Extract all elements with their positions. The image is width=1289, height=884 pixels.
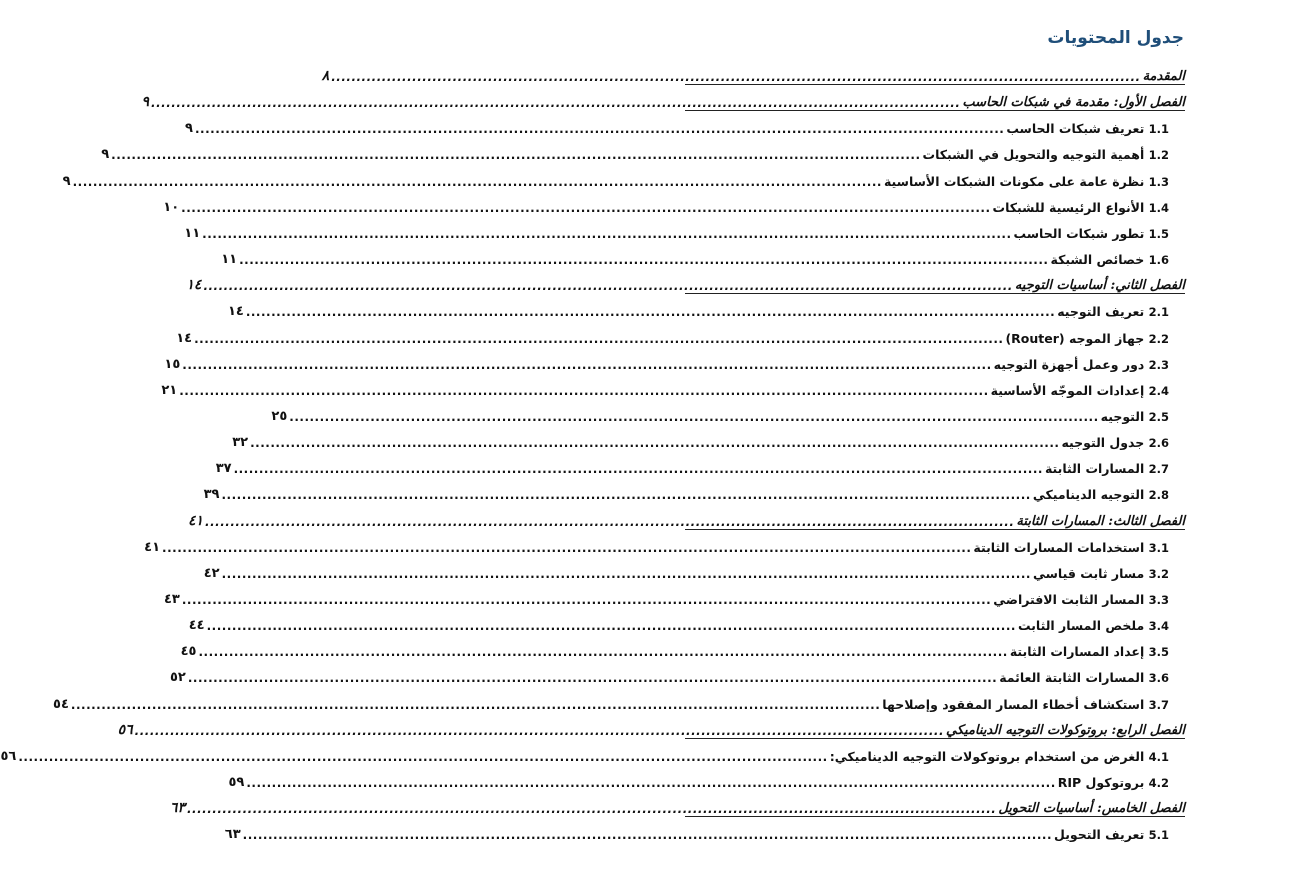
toc-entry-title bbox=[1143, 69, 1185, 84]
toc-page-number: ٩ bbox=[62, 173, 71, 189]
toc-entry-text: إعداد المسارات الثابتة bbox=[1009, 644, 1145, 660]
toc-page-number: ٥٦ bbox=[117, 721, 133, 738]
toc-page-number: ٢٥ bbox=[271, 408, 288, 424]
toc-section-entry[interactable] bbox=[53, 686, 1169, 712]
dot-leader: ................................................................................................................................................................ bbox=[111, 148, 921, 163]
toc-entry-text: الأنواع الرئيسية للشبكات bbox=[992, 199, 1145, 215]
toc-section-number: 2.4 bbox=[1148, 383, 1169, 398]
toc-page-number: ٤٥ bbox=[180, 644, 197, 660]
toc-section-entry[interactable] bbox=[62, 163, 1169, 189]
toc-section-number: 1.6 bbox=[1148, 253, 1169, 268]
toc-section-entry[interactable] bbox=[185, 110, 1169, 137]
toc-page-number: ٥٩ bbox=[228, 775, 245, 791]
toc-page-number: ٤٢ bbox=[203, 565, 220, 581]
dot-leader: ................................................................................................................................................................ bbox=[70, 697, 881, 712]
toc-entry-title bbox=[946, 723, 1185, 738]
dot-leader: ................................................................................................................................................................ bbox=[203, 279, 1013, 294]
toc-page-number: ١٤ bbox=[227, 304, 244, 320]
toc-section-number: 5.1 bbox=[1148, 828, 1169, 843]
toc-page-number: ٣٧ bbox=[215, 461, 232, 477]
toc-section-entry[interactable] bbox=[184, 215, 1169, 241]
toc-page-number: ٤١ bbox=[144, 539, 161, 555]
toc-section-number: 3.3 bbox=[1148, 593, 1169, 607]
toc-entry-text: بروتوكول RIP bbox=[1057, 775, 1145, 791]
toc-entry-title bbox=[1010, 644, 1169, 659]
toc-page-number: ٩ bbox=[185, 121, 193, 137]
toc-entry-text: تعريف التحويل bbox=[1054, 827, 1145, 843]
toc-section-entry[interactable] bbox=[161, 372, 1169, 398]
toc-page-number: ١١ bbox=[184, 225, 201, 241]
dot-leader: ................................................................................................................................................................ bbox=[186, 802, 997, 817]
toc-entry-text: المسارات الثابتة العائمة bbox=[999, 670, 1145, 686]
toc-entry-text: الغرض من استخدام بروتوكولات التوجيه الديناميكي: bbox=[829, 748, 1145, 764]
toc-entry-text: خصائص الشبكة bbox=[1050, 252, 1145, 268]
toc-entry-title bbox=[993, 592, 1169, 607]
toc-entry-text: جهاز الموجه (Router) bbox=[1005, 330, 1145, 346]
toc-section-number: 2.8 bbox=[1148, 488, 1169, 503]
dot-leader: ................................................................................................................................................................ bbox=[72, 174, 882, 189]
toc-page-number: ٥٢ bbox=[169, 670, 186, 686]
toc-page-number: ٩ bbox=[141, 94, 150, 111]
toc-entry-text: الفصل الثالث: المسارات الثابتة bbox=[1016, 513, 1185, 529]
dot-leader: ................................................................................................................................................................ bbox=[134, 723, 945, 738]
toc-section-number: 2.2 bbox=[1148, 331, 1169, 346]
toc-section-entry[interactable] bbox=[163, 189, 1169, 215]
toc-chapter-entry[interactable] bbox=[188, 503, 1185, 530]
dot-leader: ................................................................................................................................................................ bbox=[18, 749, 828, 764]
toc-section-entry[interactable] bbox=[144, 529, 1169, 555]
toc-section-number: 2.3 bbox=[1148, 357, 1169, 372]
toc-page-number: ٥٦ bbox=[0, 748, 17, 764]
toc-entry-text: استكشاف أخطاء المسار المفقود وإصلاحها bbox=[882, 696, 1145, 712]
toc-section-number: 3.7 bbox=[1148, 697, 1169, 712]
toc-section-entry[interactable] bbox=[164, 346, 1169, 372]
toc-entry-title bbox=[1014, 226, 1169, 241]
toc-section-entry[interactable] bbox=[163, 581, 1169, 607]
toc-chapter-entry[interactable] bbox=[186, 267, 1185, 294]
dot-leader: ................................................................................................................................................................ bbox=[162, 540, 972, 555]
toc-entry-title bbox=[830, 749, 1169, 764]
toc-section-entry[interactable] bbox=[228, 764, 1169, 791]
dot-leader: ................................................................................................................................................................ bbox=[221, 488, 1031, 503]
toc-page-number: ١٤ bbox=[176, 330, 193, 346]
dot-leader: ................................................................................................................................................................ bbox=[181, 593, 992, 607]
toc-section-entry[interactable] bbox=[169, 659, 1169, 686]
toc-section-number: 2.5 bbox=[1148, 409, 1169, 424]
toc-section-number: 1.2 bbox=[1148, 148, 1169, 163]
toc-section-entry[interactable] bbox=[232, 424, 1169, 451]
toc-entry-title bbox=[1015, 278, 1185, 293]
toc-entry-title bbox=[1016, 514, 1185, 529]
toc-entry-title bbox=[1018, 618, 1169, 633]
toc-entry-title bbox=[1061, 435, 1169, 450]
toc-page-number: ٣٢ bbox=[232, 435, 249, 451]
toc-section-number: 4.2 bbox=[1148, 776, 1169, 791]
toc-section-number: 1.3 bbox=[1148, 174, 1169, 189]
toc-entry-text: ملخص المسار الثابت bbox=[1017, 618, 1145, 634]
dot-leader: ................................................................................................................................................................ bbox=[181, 200, 991, 215]
toc-page-number: ٤١ bbox=[188, 512, 204, 529]
toc-chapter-entry[interactable] bbox=[169, 790, 1185, 817]
toc-entry-title bbox=[1050, 252, 1169, 267]
toc-page-number: ١١ bbox=[221, 252, 238, 268]
toc-entry-title bbox=[1006, 121, 1169, 136]
dot-leader: ................................................................................................................................................................ bbox=[194, 331, 1004, 346]
toc-page-number: ٩ bbox=[101, 147, 110, 163]
toc-page-number: ٦٣ bbox=[169, 800, 185, 817]
toc-page-number: ٨ bbox=[321, 68, 330, 84]
toc-entry-title bbox=[1033, 487, 1169, 502]
dot-leader: ................................................................................................................................................................ bbox=[187, 671, 998, 686]
toc-chapter-entry[interactable] bbox=[117, 712, 1185, 739]
toc-entry-title bbox=[884, 174, 1169, 189]
toc-entry-title bbox=[1045, 461, 1169, 476]
toc-page-number: ٤٤ bbox=[188, 618, 205, 634]
toc-page-number: ١٥ bbox=[164, 356, 181, 372]
page-title: جدول المحتويات bbox=[1047, 28, 1184, 48]
toc-entry-text: التوجيه الديناميكي bbox=[1032, 487, 1145, 503]
dot-leader: ................................................................................................................................................................ bbox=[182, 357, 992, 372]
toc-section-number: 4.1 bbox=[1148, 749, 1169, 764]
toc-section-number: 3.1 bbox=[1148, 540, 1169, 555]
toc-entry-title bbox=[1057, 304, 1169, 319]
toc-section-entry[interactable] bbox=[215, 450, 1169, 477]
toc-page-number: ٢١ bbox=[161, 382, 178, 398]
toc-section-entry[interactable] bbox=[227, 293, 1169, 320]
toc-entry-text: نظرة عامة على مكونات الشبكات الأساسية bbox=[883, 173, 1145, 189]
toc-entry-text: تعريف التوجيه bbox=[1057, 304, 1145, 320]
toc-entry-text: جدول التوجيه bbox=[1061, 435, 1145, 451]
toc-page-number: ١٠ bbox=[163, 199, 180, 215]
toc-section-number: 3.5 bbox=[1148, 645, 1169, 660]
dot-leader: ................................................................................................................................................................ bbox=[194, 122, 1005, 137]
toc-entry-title bbox=[882, 697, 1169, 712]
toc-entry-text: الفصل الثاني: أساسيات التوجيه bbox=[1014, 278, 1185, 294]
toc-section-number: 2.7 bbox=[1148, 462, 1169, 477]
toc-section-number: 1.1 bbox=[1148, 122, 1169, 137]
toc-section-number: 3.6 bbox=[1148, 671, 1169, 686]
dot-leader: ................................................................................................................................................................ bbox=[206, 619, 1016, 634]
toc-section-number: 2.1 bbox=[1148, 305, 1169, 320]
toc-entry-title bbox=[973, 540, 1169, 555]
toc-section-number: 1.4 bbox=[1148, 200, 1169, 215]
toc-entry-text: تعريف شبكات الحاسب bbox=[1006, 121, 1145, 137]
dot-leader: ................................................................................................................................................................ bbox=[250, 436, 1060, 451]
toc-page-number: ٣٩ bbox=[203, 487, 220, 503]
toc-entry-title bbox=[962, 95, 1185, 110]
toc-section-entry[interactable] bbox=[101, 136, 1169, 163]
dot-leader: ................................................................................................................................................................ bbox=[202, 226, 1012, 241]
toc-entry-text: إعدادات الموجّه الأساسية bbox=[990, 382, 1145, 398]
dot-leader: ................................................................................................................................................................ bbox=[289, 409, 1099, 424]
toc-page-number: ٥٤ bbox=[53, 696, 69, 712]
toc-entry-text: المسار الثابت الافتراضي bbox=[993, 592, 1145, 607]
dot-leader: ................................................................................................................................................................ bbox=[151, 96, 961, 111]
toc-entry-text: تطور شبكات الحاسب bbox=[1013, 225, 1145, 241]
dot-leader: ................................................................................................................................................................ bbox=[246, 776, 1056, 791]
dot-leader: ................................................................................................................................................................ bbox=[245, 305, 1056, 320]
toc-section-entry[interactable] bbox=[176, 320, 1169, 346]
dot-leader: ................................................................................................................................................................ bbox=[205, 514, 1015, 529]
toc-entry-text: استخدامات المسارات الثابتة bbox=[973, 539, 1145, 555]
toc-entry-title bbox=[998, 801, 1185, 816]
toc-entry-title bbox=[1101, 409, 1169, 424]
dot-leader: ................................................................................................................................................................ bbox=[242, 828, 1053, 843]
toc-page-number: ٤٣ bbox=[163, 592, 180, 607]
toc-section-entry[interactable] bbox=[0, 738, 1169, 764]
toc-entry-title bbox=[991, 383, 1169, 398]
dot-leader: ................................................................................................................................................................ bbox=[233, 462, 1043, 477]
toc-entry-text: المسارات الثابتة bbox=[1044, 461, 1145, 477]
toc-entry-text: الفصل الخامس: أساسيات التحويل bbox=[998, 801, 1185, 817]
dot-leader: ................................................................................................................................................................ bbox=[221, 566, 1031, 581]
toc-page-number: ١٤ bbox=[186, 277, 202, 294]
toc-entry-text: المقدمة bbox=[1142, 69, 1185, 84]
toc-entry-title bbox=[999, 670, 1169, 685]
toc-entry-text: دور وعمل أجهزة التوجيه bbox=[993, 356, 1145, 372]
dot-leader: ................................................................................................................................................................ bbox=[179, 383, 989, 398]
toc-entry-title bbox=[994, 357, 1169, 372]
toc-chapter-entry[interactable] bbox=[141, 84, 1185, 111]
toc-entry-text: مسار ثابت قياسي bbox=[1032, 565, 1145, 581]
toc-page-number: ٦٣ bbox=[224, 827, 241, 843]
toc-section-entry[interactable] bbox=[188, 607, 1169, 634]
dot-leader: ................................................................................................................................................................ bbox=[239, 253, 1049, 268]
toc-section-entry[interactable] bbox=[271, 398, 1169, 424]
toc-entry-title bbox=[1054, 827, 1169, 842]
toc-section-number: 2.6 bbox=[1148, 436, 1169, 451]
toc-section-number: 3.2 bbox=[1148, 566, 1169, 581]
toc-entry-title bbox=[1058, 775, 1169, 790]
toc-section-entry[interactable] bbox=[224, 816, 1169, 843]
toc-section-number: 1.5 bbox=[1148, 226, 1169, 241]
toc-entry-text: أهمية التوجيه والتحويل في الشبكات bbox=[922, 147, 1145, 163]
toc-entry-text: الفصل الأول: مقدمة في شبكات الحاسب bbox=[962, 95, 1185, 111]
dot-leader: ................................................................................................................................................................ bbox=[198, 645, 1008, 660]
dot-leader: ................................................................................................................................................................ bbox=[331, 70, 1141, 84]
toc-section-entry[interactable] bbox=[221, 241, 1169, 268]
toc-section-number: 3.4 bbox=[1148, 619, 1169, 634]
toc-entry-text: الفصل الرابع: بروتوكولات التوجيه الديناميكي bbox=[946, 722, 1185, 738]
toc-section-entry[interactable] bbox=[203, 476, 1169, 503]
toc-entry-text: التوجيه bbox=[1100, 408, 1145, 424]
toc-entry-title bbox=[993, 200, 1169, 215]
toc-entry-title bbox=[1005, 331, 1169, 346]
toc-entry-title bbox=[923, 147, 1169, 162]
toc-section-entry[interactable] bbox=[180, 633, 1169, 660]
toc-section-entry[interactable] bbox=[203, 555, 1169, 581]
toc-chapter-entry[interactable] bbox=[321, 58, 1185, 85]
toc-entry-title bbox=[1033, 566, 1169, 581]
